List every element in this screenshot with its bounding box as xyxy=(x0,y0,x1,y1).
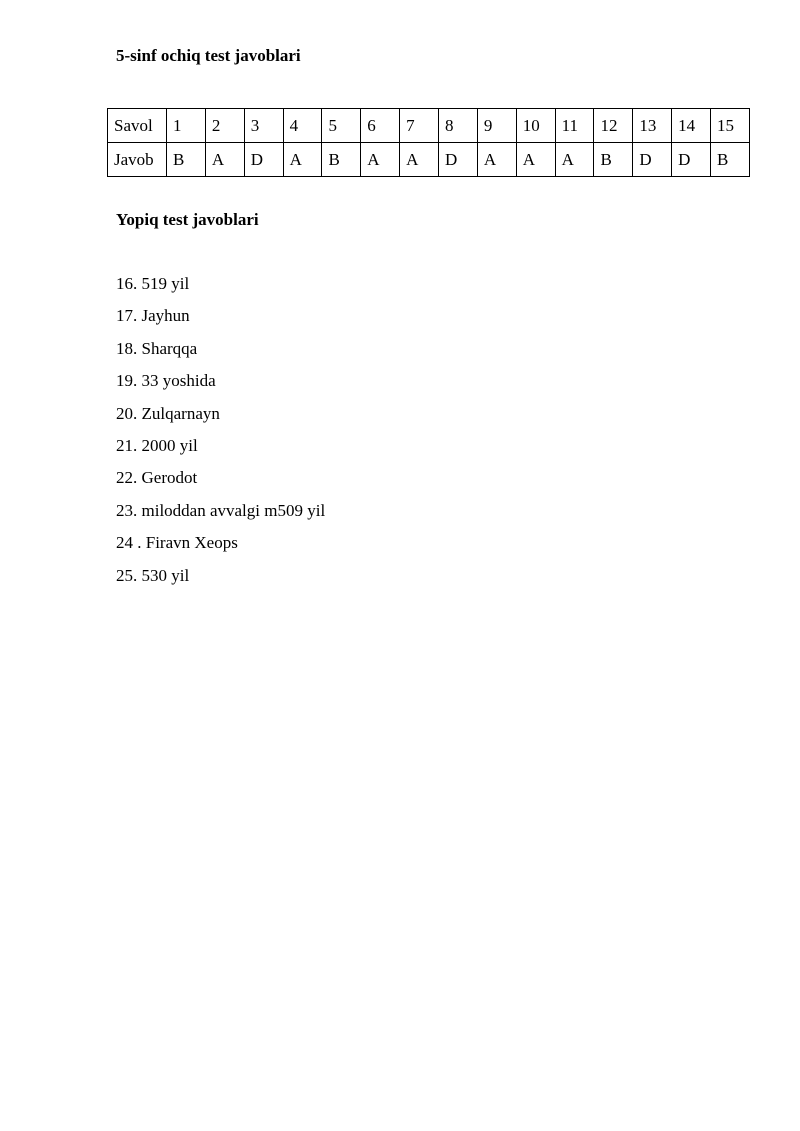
closed-test-list xyxy=(116,273,325,597)
list-item: 22. Gerodot xyxy=(116,468,198,488)
list-item: 20. Zulqarnayn xyxy=(116,403,220,423)
question-number: 7 xyxy=(400,109,439,143)
question-number: 15 xyxy=(711,109,750,143)
closed-test-title: Yopiq test javoblari xyxy=(116,210,259,229)
answer-cell: D xyxy=(672,143,711,177)
question-row-label: Savol xyxy=(108,109,167,143)
question-number: 11 xyxy=(555,109,594,143)
list-item: 18. Sharqqa xyxy=(116,338,198,358)
answer-table xyxy=(107,108,750,177)
open-test-title: 5-sinf ochiq test javoblari xyxy=(116,46,301,65)
answer-cell: D xyxy=(439,143,478,177)
question-number: 6 xyxy=(361,109,400,143)
list-item: 24 . Firavn Xeops xyxy=(116,533,238,553)
question-number: 14 xyxy=(672,109,711,143)
answer-cell: A xyxy=(283,143,322,177)
answer-cell: A xyxy=(555,143,594,177)
answer-cell: A xyxy=(205,143,244,177)
answer-cell: D xyxy=(244,143,283,177)
answer-row xyxy=(108,143,750,177)
question-number: 1 xyxy=(167,109,206,143)
list-item: 17. Jayhun xyxy=(116,306,190,326)
list-item: 19. 33 yoshida xyxy=(116,371,216,391)
answer-cell: B xyxy=(711,143,750,177)
question-number: 9 xyxy=(477,109,516,143)
answer-cell: A xyxy=(516,143,555,177)
question-number: 3 xyxy=(244,109,283,143)
answer-cell: B xyxy=(322,143,361,177)
question-number: 10 xyxy=(516,109,555,143)
list-item: 25. 530 yil xyxy=(116,565,190,585)
question-number: 5 xyxy=(322,109,361,143)
question-number: 8 xyxy=(439,109,478,143)
answer-cell: A xyxy=(361,143,400,177)
question-number: 13 xyxy=(633,109,672,143)
answer-cell: B xyxy=(594,143,633,177)
answer-cell: A xyxy=(400,143,439,177)
question-number: 4 xyxy=(283,109,322,143)
answer-cell: B xyxy=(167,143,206,177)
answer-cell: D xyxy=(633,143,672,177)
list-item: 21. 2000 yil xyxy=(116,435,198,455)
question-number: 12 xyxy=(594,109,633,143)
list-item: 16. 519 yil xyxy=(116,274,190,293)
list-item: 23. miloddan avvalgi m509 yil xyxy=(116,500,326,520)
question-row xyxy=(108,109,750,143)
question-number: 2 xyxy=(205,109,244,143)
answer-row-label: Javob xyxy=(108,143,167,177)
answer-cell: A xyxy=(477,143,516,177)
